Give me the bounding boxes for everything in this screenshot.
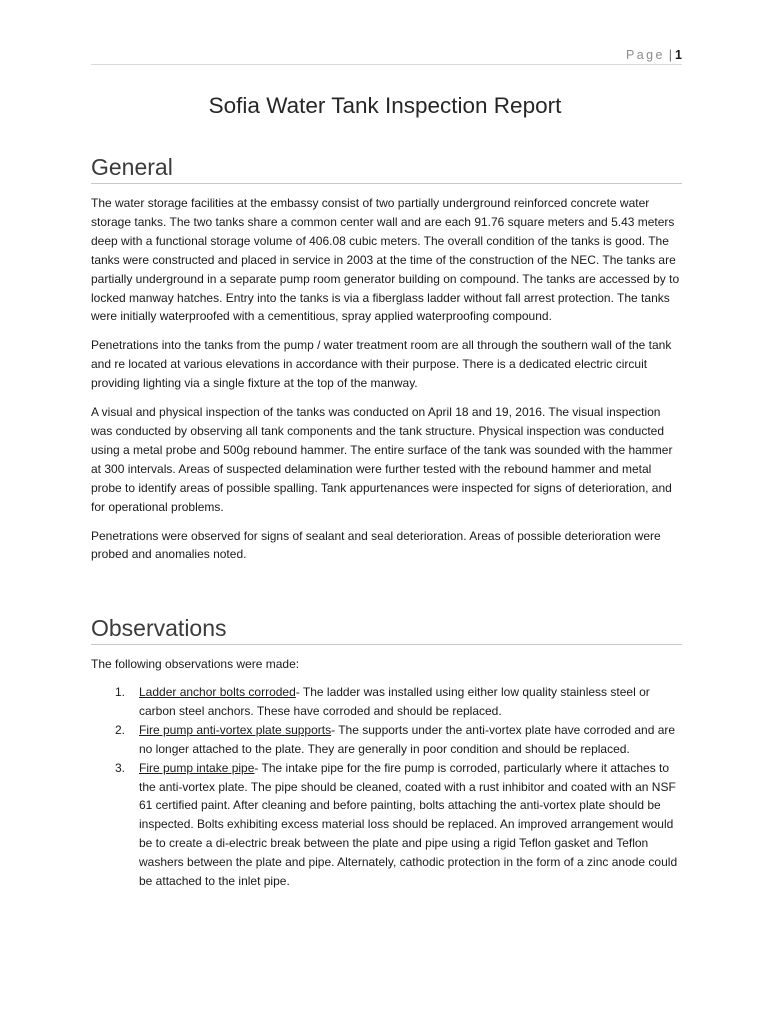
list-item-title: Fire pump anti-vortex plate supports (139, 722, 332, 737)
page-indicator (626, 48, 682, 62)
list-item-number: 1. (115, 685, 126, 699)
list-item-text: - The supports under the anti-vortex plate have corroded and are no longer attached to the plate. They are generally in poor condition and should be replaced. (139, 722, 676, 756)
list-item-text: - The intake pipe for the fire pump is corroded, particularly where it attaches to the anti-vortex plate. The pipe should be cleaned, coated with a rust inhibitor and coated with an NSF 61 certified paint. After cleaning and before painting, bolts attaching the anti-vortex plate should be inspected. Bolts exhibiting excess material loss should be replaced. An improved arrangement would be to create a di-electric break between the plate and pipe using a rigid Teflon gasket and Teflon washers between the plate and pipe. Alternately, cathodic protection in the form of a zinc anode could be attached to the inlet pipe. (139, 760, 678, 889)
observations-list (91, 683, 682, 891)
page-word: Page (626, 48, 665, 62)
list-item-title: Fire pump intake pipe (139, 760, 255, 775)
section-heading-general: General (91, 154, 682, 184)
page-header (91, 48, 682, 65)
general-paragraph: A visual and physical inspection of the tanks was conducted on April 18 and 19, 2016. The visual inspection was conducted by observing all tank components and the tank structure. Physical inspection was conducted using a metal probe and 500g rebound hammer. The entire surface of the tank was sounded with the hammer at 300 intervals. Areas of suspected delamination were further tested with the rebound hammer and metal probe to identify areas of possible spalling. Tank appurtenances were inspected for signs of deterioration, and for operational problems. (91, 405, 673, 514)
list-item (91, 759, 682, 891)
page-number: 1 (675, 48, 682, 62)
general-paragraph: Penetrations were observed for signs of sealant and seal deterioration. Areas of possible deterioration were probed and anomalies noted. (91, 528, 661, 562)
list-item (91, 721, 682, 759)
general-paragraph: The water storage facilities at the embassy consist of two partially underground reinforced concrete water storage tanks. The two tanks share a common center wall and are each 91.76 square meters and 5.43 meters deep with a functional storage volume of 406.08 cubic meters. The overall condition of the tanks is good. The tanks were constructed and placed in service in 2003 at the time of the construction of the NEC. The tanks are partially underground in a separate pump room generator building on compound. The tanks are accessed by to locked manway hatches. Entry into the tanks is via a fiberglass ladder without fall arrest protection. The tanks were initially waterproofed with a cementitious, spray applied waterproofing compound. (91, 196, 680, 324)
page-separator: | (668, 48, 673, 62)
section-heading-observations: Observations (91, 615, 682, 645)
list-item-title: Ladder anchor bolts corroded (139, 685, 296, 699)
list-item-number: 2. (115, 722, 126, 737)
document-title: Sofia Water Tank Inspection Report (208, 93, 562, 118)
general-paragraph: Penetrations into the tanks from the pump / water treatment room are all through the southern wall of the tank and re located at various elevations in accordance with their purpose. There is a dedicated electric circuit providing lighting via a single fixture at the top of the manway. (91, 338, 672, 391)
list-item-text: - The ladder was installed using either low quality stainless steel or carbon steel anchors. These have corroded and should be replaced. (139, 685, 650, 718)
general-body (91, 194, 682, 574)
list-item-number: 3. (115, 760, 126, 775)
observations-intro: The following observations were made: (91, 657, 300, 671)
list-item (91, 683, 682, 721)
